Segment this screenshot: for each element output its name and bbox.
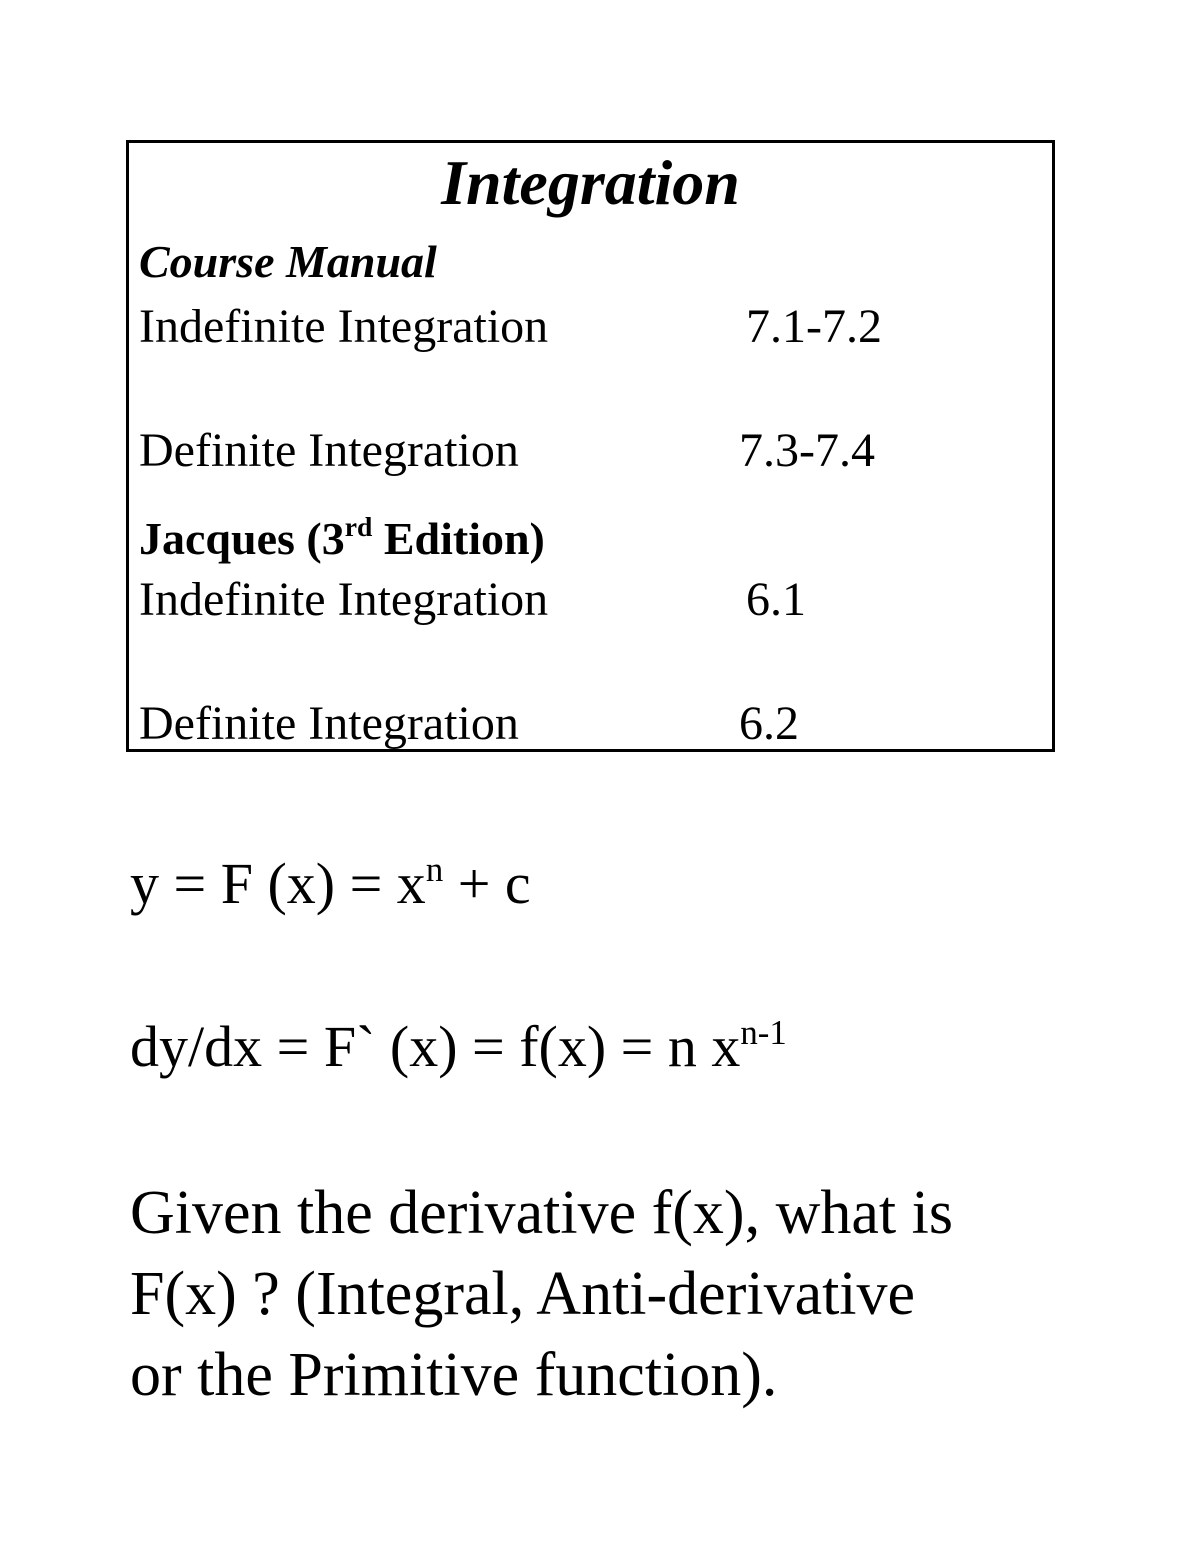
jacques-indefinite-label: Indefinite Integration — [139, 573, 549, 626]
course-manual-definite-value: 7.3-7.4 — [739, 424, 875, 477]
course-manual-indefinite-label: Indefinite Integration — [139, 300, 549, 353]
reference-box — [126, 140, 1055, 752]
equation-derivative: dy/dx = F` (x) = f(x) = n $x^{n-1}$ — [130, 1012, 787, 1079]
course-manual-indefinite-value: 7.1-7.2 — [746, 300, 882, 353]
jacques-definite-label: Definite Integration — [139, 697, 519, 750]
question-line: or the Primitive function). — [130, 1341, 778, 1409]
box-title: Integration — [441, 147, 740, 218]
equation-antiderivative: y = F $(x) = x^n + c$ — [130, 849, 531, 916]
jacques-heading: Jacques (3rd Edition) — [139, 511, 545, 564]
jacques-indefinite-value: 6.1 — [746, 573, 806, 626]
course-manual-heading: Course Manual — [139, 236, 437, 287]
question-line: Given the derivative f(x), what is — [130, 1179, 953, 1247]
question-paragraph — [130, 1173, 1090, 1416]
course-manual-definite-label: Definite Integration — [139, 424, 519, 477]
question-line: F(x) ? (Integral, Anti-derivative — [130, 1260, 916, 1328]
jacques-definite-value: 6.2 — [739, 697, 799, 750]
